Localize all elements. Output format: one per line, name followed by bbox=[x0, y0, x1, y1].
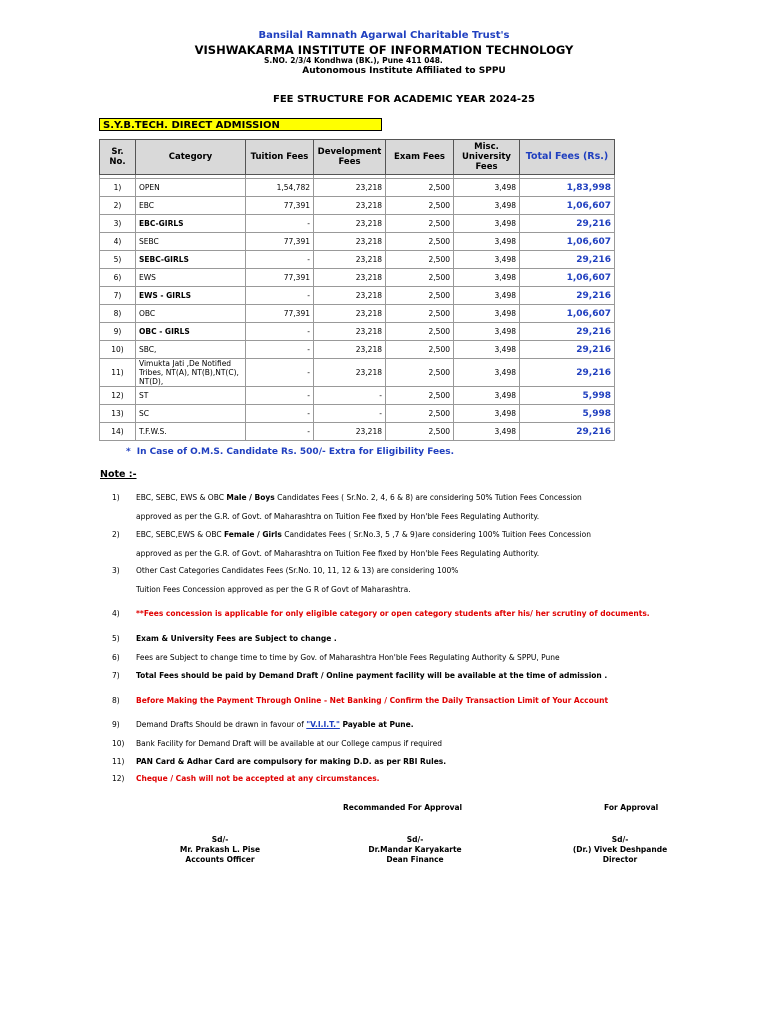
table-row bbox=[100, 233, 615, 251]
note-number: 8) bbox=[112, 696, 120, 705]
signature-mark: Sd/- bbox=[611, 835, 629, 844]
development-fees-cell: 23,218 bbox=[314, 341, 386, 359]
exam-fees-cell: 2,500 bbox=[386, 197, 454, 215]
table-row bbox=[100, 405, 615, 423]
table-row bbox=[100, 215, 615, 233]
tuition-fees-cell: - bbox=[246, 423, 314, 441]
category-cell: SEBC bbox=[136, 233, 246, 251]
tuition-fees-cell: 77,391 bbox=[246, 197, 314, 215]
total-fees-cell: 29,216 bbox=[520, 359, 615, 387]
category-cell: OBC bbox=[136, 305, 246, 323]
development-fees-cell: 23,218 bbox=[314, 305, 386, 323]
category-cell: EWS - GIRLS bbox=[136, 287, 246, 305]
tuition-fees-cell: - bbox=[246, 405, 314, 423]
header-development-fees: Development Fees bbox=[314, 140, 386, 175]
table-row bbox=[100, 341, 615, 359]
header-tuition-fees: Tuition Fees bbox=[246, 140, 314, 175]
development-fees-cell: 23,218 bbox=[314, 179, 386, 197]
institute-name: VISHWAKARMA INSTITUTE OF INFORMATION TECHNOLOGY bbox=[194, 43, 574, 57]
header-total-fees: Total Fees (Rs.) bbox=[520, 140, 615, 175]
total-fees-cell: 1,83,998 bbox=[520, 179, 615, 197]
tuition-fees-cell: - bbox=[246, 341, 314, 359]
development-fees-cell: 23,218 bbox=[314, 323, 386, 341]
tuition-fees-cell: 1,54,782 bbox=[246, 179, 314, 197]
tuition-fees-cell: - bbox=[246, 323, 314, 341]
note-text: Demand Drafts Should be drawn in favour of "V.I.I.T." Payable at Pune. bbox=[136, 720, 414, 729]
total-fees-cell: 29,216 bbox=[520, 323, 615, 341]
exam-fees-cell: 2,500 bbox=[386, 179, 454, 197]
misc-fees-cell: 3,498 bbox=[454, 305, 520, 323]
exam-fees-cell: 2,500 bbox=[386, 323, 454, 341]
development-fees-cell: 23,218 bbox=[314, 233, 386, 251]
table-row bbox=[100, 251, 615, 269]
signatory-title: Dean Finance bbox=[386, 855, 444, 864]
table-row bbox=[100, 287, 615, 305]
category-cell: SEBC-GIRLS bbox=[136, 251, 246, 269]
signature-director bbox=[555, 835, 685, 865]
development-fees-cell: 23,218 bbox=[314, 359, 386, 387]
tuition-fees-cell: - bbox=[246, 359, 314, 387]
note-text: PAN Card & Adhar Card are compulsory for making D.D. as per RBI Rules. bbox=[136, 757, 447, 766]
note-text: Before Making the Payment Through Online - Net Banking / Confirm the Daily Transaction Limit of Your Account bbox=[136, 696, 609, 705]
misc-fees-cell: 3,498 bbox=[454, 197, 520, 215]
note-text: Fees are Subject to change time to time by Gov. of Maharashtra Hon'ble Fees Regulating Authority & SPPU, Pune bbox=[136, 653, 560, 662]
signature-mark: Sd/- bbox=[406, 835, 424, 844]
oms-note-text: In Case of O.M.S. Candidate Rs. 500/- Extra for Eligibility Fees. bbox=[136, 447, 455, 457]
signatory-title: Director bbox=[602, 855, 638, 864]
development-fees-cell: - bbox=[314, 387, 386, 405]
misc-fees-cell: 3,498 bbox=[454, 233, 520, 251]
total-fees-cell: 29,216 bbox=[520, 215, 615, 233]
misc-fees-cell: 3,498 bbox=[454, 323, 520, 341]
exam-fees-cell: 2,500 bbox=[386, 305, 454, 323]
signatory-name: (Dr.) Vivek Deshpande bbox=[572, 845, 668, 854]
note-number: 6) bbox=[112, 653, 120, 662]
misc-fees-cell: 3,498 bbox=[454, 251, 520, 269]
total-fees-cell: 29,216 bbox=[520, 251, 615, 269]
note-number: 11) bbox=[112, 757, 125, 766]
sr-no-cell: 2) bbox=[100, 197, 136, 215]
sr-no-cell: 10) bbox=[100, 341, 136, 359]
note-number: 9) bbox=[112, 720, 120, 729]
exam-fees-cell: 2,500 bbox=[386, 341, 454, 359]
signature-accounts-officer bbox=[160, 835, 280, 865]
note-text: **Fees concession is applicable for only eligible category or open category students after his/ her scrutiny of documents. bbox=[136, 609, 650, 618]
sr-no-cell: 1) bbox=[100, 179, 136, 197]
note-number: 10) bbox=[112, 739, 125, 748]
total-fees-cell: 29,216 bbox=[520, 341, 615, 359]
exam-fees-cell: 2,500 bbox=[386, 233, 454, 251]
payee-link[interactable]: "V.I.I.T." bbox=[306, 720, 340, 729]
total-fees-cell: 5,998 bbox=[520, 387, 615, 405]
table-row bbox=[100, 179, 615, 197]
total-fees-cell: 1,06,607 bbox=[520, 269, 615, 287]
total-fees-cell: 29,216 bbox=[520, 423, 615, 441]
note-text: EBC, SEBC,EWS & OBC Female / Girls Candidates Fees ( Sr.No.3, 5 ,7 & 9)are considering 100% Tuition Fees Concession bbox=[136, 530, 591, 539]
header-category: Category bbox=[136, 140, 246, 175]
note-text-continued: Tuition Fees Concession approved as per the G R of Govt of Maharashtra. bbox=[136, 585, 411, 594]
note-number: 7) bbox=[112, 671, 120, 680]
total-fees-cell: 1,06,607 bbox=[520, 233, 615, 251]
signatory-title: Accounts Officer bbox=[185, 855, 255, 864]
oms-candidate-note bbox=[126, 447, 454, 457]
signatory-name: Mr. Prakash L. Pise bbox=[179, 845, 261, 854]
exam-fees-cell: 2,500 bbox=[386, 251, 454, 269]
sr-no-cell: 12) bbox=[100, 387, 136, 405]
signature-mark: Sd/- bbox=[211, 835, 229, 844]
tuition-fees-cell: 77,391 bbox=[246, 233, 314, 251]
table-row bbox=[100, 387, 615, 405]
total-fees-cell: 5,998 bbox=[520, 405, 615, 423]
sr-no-cell: 9) bbox=[100, 323, 136, 341]
development-fees-cell: 23,218 bbox=[314, 269, 386, 287]
fee-table bbox=[99, 139, 615, 441]
total-fees-cell: 1,06,607 bbox=[520, 305, 615, 323]
sr-no-cell: 4) bbox=[100, 233, 136, 251]
table-row bbox=[100, 269, 615, 287]
misc-fees-cell: 3,498 bbox=[454, 269, 520, 287]
misc-fees-cell: 3,498 bbox=[454, 423, 520, 441]
misc-fees-cell: 3,498 bbox=[454, 405, 520, 423]
development-fees-cell: 23,218 bbox=[314, 251, 386, 269]
table-row bbox=[100, 423, 615, 441]
category-cell: OPEN bbox=[136, 179, 246, 197]
tuition-fees-cell: - bbox=[246, 215, 314, 233]
table-row bbox=[100, 305, 615, 323]
category-cell: EBC bbox=[136, 197, 246, 215]
note-text-continued: approved as per the G.R. of Govt. of Maharashtra on Tuition Fee fixed by Hon'ble Fees Regulating Authority. bbox=[136, 549, 540, 558]
misc-fees-cell: 3,498 bbox=[454, 179, 520, 197]
note-number: 1) bbox=[112, 493, 120, 502]
sr-no-cell: 13) bbox=[100, 405, 136, 423]
recommended-for-approval-label: Recommanded For Approval bbox=[343, 803, 463, 812]
development-fees-cell: - bbox=[314, 405, 386, 423]
table-row bbox=[100, 197, 615, 215]
development-fees-cell: 23,218 bbox=[314, 197, 386, 215]
category-cell: OBC - GIRLS bbox=[136, 323, 246, 341]
total-fees-cell: 1,06,607 bbox=[520, 197, 615, 215]
sr-no-cell: 8) bbox=[100, 305, 136, 323]
note-text: Cheque / Cash will not be accepted at any circumstances. bbox=[136, 774, 380, 783]
sr-no-cell: 5) bbox=[100, 251, 136, 269]
sr-no-cell: 7) bbox=[100, 287, 136, 305]
note-text: Bank Facility for Demand Draft will be available at our College campus if required bbox=[136, 739, 442, 748]
exam-fees-cell: 2,500 bbox=[386, 359, 454, 387]
header-sr-no: Sr. No. bbox=[100, 140, 136, 175]
misc-fees-cell: 3,498 bbox=[454, 359, 520, 387]
category-cell: EBC-GIRLS bbox=[136, 215, 246, 233]
signatory-name: Dr.Mandar Karyakarte bbox=[368, 845, 462, 854]
sr-no-cell: 6) bbox=[100, 269, 136, 287]
note-number: 3) bbox=[112, 566, 120, 575]
fee-structure-title: FEE STRUCTURE FOR ACADEMIC YEAR 2024-25 bbox=[273, 94, 535, 105]
category-cell: ST bbox=[136, 387, 246, 405]
tuition-fees-cell: - bbox=[246, 251, 314, 269]
category-cell: T.F.W.S. bbox=[136, 423, 246, 441]
asterisk-icon: * bbox=[126, 447, 131, 457]
institute-address: S.NO. 2/3/4 Kondhwa (BK.), Pune 411 048. bbox=[264, 56, 443, 65]
note-text: Exam & University Fees are Subject to change . bbox=[136, 634, 337, 643]
table-row bbox=[100, 359, 615, 387]
tuition-fees-cell: 77,391 bbox=[246, 305, 314, 323]
tuition-fees-cell: - bbox=[246, 387, 314, 405]
note-number: 2) bbox=[112, 530, 120, 539]
exam-fees-cell: 2,500 bbox=[386, 287, 454, 305]
exam-fees-cell: 2,500 bbox=[386, 215, 454, 233]
note-text: EBC, SEBC, EWS & OBC Male / Boys Candidates Fees ( Sr.No. 2, 4, 6 & 8) are considering 50% Tution Fees Concession bbox=[136, 493, 582, 502]
header-exam-fees: Exam Fees bbox=[386, 140, 454, 175]
note-text: Total Fees should be paid by Demand Draft / Online payment facility will be available at the time of admission . bbox=[136, 671, 608, 680]
table-row bbox=[100, 323, 615, 341]
signature-dean-finance bbox=[350, 835, 480, 865]
development-fees-cell: 23,218 bbox=[314, 423, 386, 441]
for-approval-label: For Approval bbox=[604, 803, 659, 812]
sr-no-cell: 11) bbox=[100, 359, 136, 387]
misc-fees-cell: 3,498 bbox=[454, 215, 520, 233]
note-number: 4) bbox=[112, 609, 120, 618]
category-cell: Vimukta Jati ,De Notified Tribes, NT(A), NT(B),NT(C), NT(D), bbox=[136, 359, 246, 387]
exam-fees-cell: 2,500 bbox=[386, 405, 454, 423]
header-misc-university-fees: Misc. University Fees bbox=[454, 140, 520, 175]
institute-affiliation: Autonomous Institute Affiliated to SPPU bbox=[302, 66, 506, 76]
note-text: Other Cast Categories Candidates Fees (Sr.No. 10, 11, 12 & 13) are considering 100% bbox=[136, 566, 459, 575]
total-fees-cell: 29,216 bbox=[520, 287, 615, 305]
note-text-continued: approved as per the G.R. of Govt. of Maharashtra on Tuition Fee fixed by Hon'ble Fees Regulating Authority. bbox=[136, 512, 540, 521]
notes-heading: Note :- bbox=[100, 469, 137, 480]
sr-no-cell: 3) bbox=[100, 215, 136, 233]
category-cell: SC bbox=[136, 405, 246, 423]
admission-type-banner: S.Y.B.TECH. DIRECT ADMISSION bbox=[99, 118, 382, 131]
development-fees-cell: 23,218 bbox=[314, 287, 386, 305]
tuition-fees-cell: - bbox=[246, 287, 314, 305]
misc-fees-cell: 3,498 bbox=[454, 341, 520, 359]
development-fees-cell: 23,218 bbox=[314, 215, 386, 233]
fee-table-header bbox=[100, 140, 615, 175]
trust-name: Bansilal Ramnath Agarwal Charitable Trust's bbox=[258, 30, 510, 41]
exam-fees-cell: 2,500 bbox=[386, 269, 454, 287]
misc-fees-cell: 3,498 bbox=[454, 287, 520, 305]
tuition-fees-cell: 77,391 bbox=[246, 269, 314, 287]
note-number: 5) bbox=[112, 634, 120, 643]
exam-fees-cell: 2,500 bbox=[386, 387, 454, 405]
note-number: 12) bbox=[112, 774, 125, 783]
sr-no-cell: 14) bbox=[100, 423, 136, 441]
exam-fees-cell: 2,500 bbox=[386, 423, 454, 441]
category-cell: EWS bbox=[136, 269, 246, 287]
misc-fees-cell: 3,498 bbox=[454, 387, 520, 405]
category-cell: SBC, bbox=[136, 341, 246, 359]
